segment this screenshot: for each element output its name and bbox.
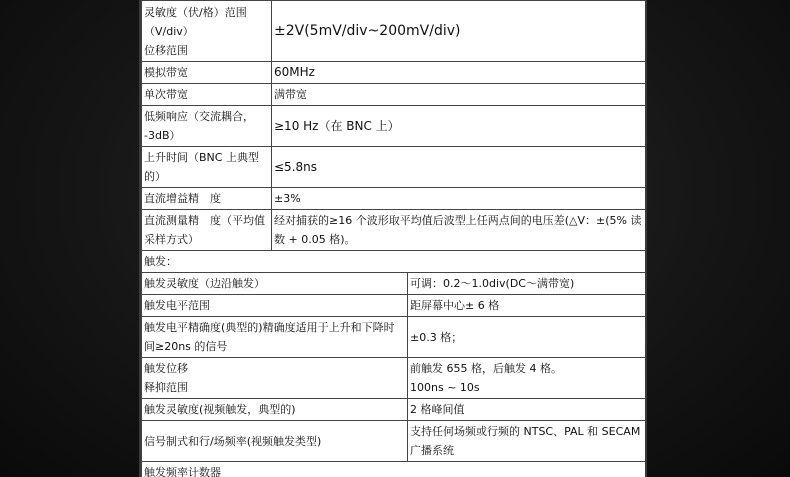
spec-label: 触发电平精确度(典型的)精确度适用于上升和下降时间≥20ns 的信号 [142,317,408,358]
table-row [142,106,646,147]
spec-label: 触发灵敏度(视频触发，典型的) [142,399,408,421]
spec-label: 直流测量精 度（平均值 采样方式） [142,210,272,251]
spec-label: 单次带宽 [142,84,272,106]
spec-label: 触发电平范围 [142,295,408,317]
table-row [142,273,646,295]
section-header-trigger [142,251,646,273]
spec-value: 2 格峰间值 [408,399,646,421]
spec-label: 低频响应（交流耦合， -3dB） [142,106,272,147]
table-row [142,358,646,399]
section-title: 触发频率计数器 [142,462,646,477]
spec-value: 满带宽 [272,84,646,106]
spec-label: 上升时间（BNC 上典型 的） [142,147,272,188]
spec-value: 可调：0.2～1.0div(DC～满带宽) [408,273,646,295]
spec-value: ±3% [272,188,646,210]
spec-value: 经对捕获的≥16 个波形取平均值后波型上任两点间的电压差(△V：±(5% 读数 + 0.05 格)。 [272,210,646,251]
table-row [142,317,646,358]
table-row [142,295,646,317]
spec-label: 模拟带宽 [142,62,272,84]
spec-value: 支持任何场频或行频的 NTSC、PAL 和 SECAM 广播系统 [408,421,646,462]
spec-label: 触发灵敏度（边沿触发） [142,273,408,295]
section-title: 触发： [142,251,646,273]
spec-value: ±2V(5mV/div~200mV/div) [272,1,646,62]
spec-sheet [141,0,645,477]
table-row [142,1,646,62]
decorative-stripe-right [645,0,647,477]
spec-value: ≥10 Hz（在 BNC 上） [272,106,646,147]
spec-value: 距屏幕中心± 6 格 [408,295,646,317]
spec-label: 灵敏度（伏/格）范围 （V/div） 位移范围 [142,1,272,62]
table-row [142,188,646,210]
spec-label: 直流增益精 度 [142,188,272,210]
spec-value: ±0.3 格； [408,317,646,358]
spec-label: 触发位移 释抑范围 [142,358,408,399]
table-row [142,421,646,462]
spec-table [141,0,645,477]
table-row [142,84,646,106]
spec-value: ≤5.8ns [272,147,646,188]
spec-value: 60MHz [272,62,646,84]
table-row [142,210,646,251]
spec-value: 前触发 655 格，后触发 4 格。 100ns ~ 10s [408,358,646,399]
table-row [142,399,646,421]
section-header-counter [142,462,646,477]
table-row [142,147,646,188]
spec-label: 信号制式和行/场频率(视频触发类型) [142,421,408,462]
table-row [142,62,646,84]
